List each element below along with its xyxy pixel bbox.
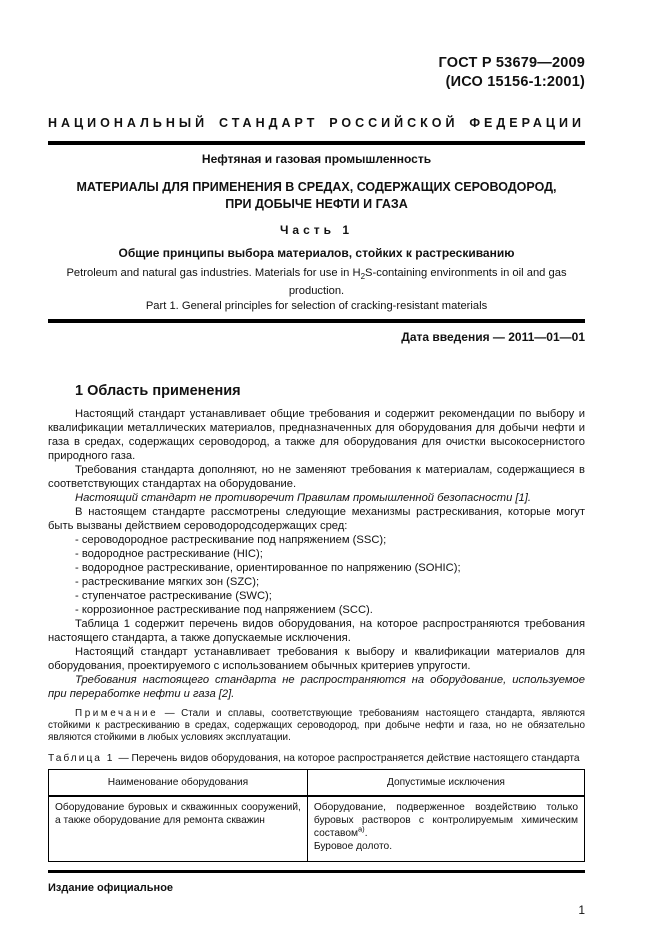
paragraph: Требования стандарта дополняют, но не заменяют требования к материалам, содержащиеся в соответствующих стандартах на оборудование. (48, 464, 585, 491)
subscript-2: 2 (360, 272, 366, 282)
table-caption-text: — Перечень видов оборудования, на которое распространяется действие настоящего стандарта (118, 753, 580, 765)
list-item: - сероводородное растрескивание под напряжением (SSC); (75, 534, 387, 547)
paragraph: Настоящий стандарт устанавливает общие требования и содержит рекомендации по выбору и квалификации металлических материалов, предназначенных для оборудования для добычи нефти и газа в средах, содержащих сероводород, а также для оборудования для очистки высокосернистого природного газа. (48, 408, 585, 463)
document-title-line2: ПРИ ДОБЫЧЕ НЕФТИ И ГАЗА (225, 197, 408, 211)
paragraph: В настоящем стандарте рассмотрены следующие механизмы растрескивания, которые могут быть вызваны действием сероводородсодержащих сред: (48, 506, 585, 533)
list-item: - ступенчатое растрескивание (SWC); (75, 590, 272, 603)
document-title-english (48, 266, 585, 314)
table-cell-exceptions: Оборудование, подверженное воздействию только буровых растворов с контролируемым химическим составом$^{а)}$. Буровое долото. (307, 796, 584, 861)
introduction-date: Дата введения — 2011—01—01 (401, 330, 585, 345)
horizontal-rule-bottom (48, 870, 585, 873)
paragraph: Настоящий стандарт устанавливает требования к выбору и квалификации материалов для оборудования, проектируемого с использованием обычных критериев упругости. (48, 646, 585, 673)
table-cell-equipment: Оборудование буровых и скважинных сооружений, а также оборудование для ремонта скважин (49, 796, 307, 861)
doc-number (48, 54, 585, 92)
table-header-exceptions: Допустимые исключения (307, 770, 584, 796)
document-title (48, 179, 585, 213)
table-header-equipment: Наименование оборудования (49, 770, 307, 796)
list-item: - водородное растрескивание, ориентированное по напряжению (SOHIC); (75, 562, 461, 575)
national-standard-banner: НАЦИОНАЛЬНЫЙ СТАНДАРТ РОССИЙСКОЙ ФЕДЕРАЦИИ (48, 116, 585, 130)
english-title-line1: Petroleum and natural gas industries. Materials for use in $H_2S$-containing environments in oil and gas production. (66, 267, 567, 298)
industry-heading: Нефтяная и газовая промышленность (201, 152, 432, 166)
table-header-row (49, 770, 584, 796)
page-number: 1 (578, 903, 585, 918)
table-row (49, 796, 584, 861)
doc-number-line2: (ИСО 15156-1:2001) (445, 74, 585, 90)
doc-number-line1: ГОСТ Р 53679—2009 (438, 55, 585, 71)
table-caption-label: Таблица 1 (48, 753, 115, 765)
table-1 (48, 769, 585, 862)
paragraph-italic: Требования настоящего стандарта не распространяются на оборудование, используемое при переработке нефти и газа [2]. (48, 674, 585, 701)
note-label: Примечание (75, 708, 159, 720)
list-item: - водородное растрескивание (HIC); (75, 548, 263, 561)
horizontal-rule-top (48, 141, 585, 145)
list-item: - растрескивание мягких зон (SZC); (75, 576, 260, 589)
horizontal-rule-middle (48, 319, 585, 323)
footnote-marker: а) (358, 824, 365, 834)
document-subtitle: Общие принципы выбора материалов, стойких к растрескиванию (118, 246, 515, 260)
english-title-line2: Part 1. General principles for selection of cracking-resistant materials (145, 300, 488, 313)
paragraph-italic: Настоящий стандарт не противоречит Правилам промышленной безопасности [1]. (75, 492, 531, 505)
part-label: Часть 1 (279, 223, 354, 237)
section-1-heading: 1 Область применения (75, 383, 241, 400)
note-text: — Стали и сплавы, соответствующие требованиям настоящего стандарта, являются стойкими к растрескиванию в средах, содержащих сероводород, при добыче нефти и газа, но не обязательно являются стойкими в любых условиях эксплуатации. (48, 708, 585, 744)
document-title-line1: МАТЕРИАЛЫ ДЛЯ ПРИМЕНЕНИЯ В СРЕДАХ, СОДЕРЖАЩИХ СЕРОВОДОРОД, (76, 180, 557, 194)
table-caption (48, 753, 585, 765)
list-item: - коррозионное растрескивание под напряжением (SCC). (75, 604, 373, 617)
paragraph: Таблица 1 содержит перечень видов оборудования, на которое распространяются требования настоящего стандарта, а также допускаемые исключения. (48, 618, 585, 645)
official-edition-label: Издание официальное (48, 882, 174, 895)
note (48, 708, 585, 744)
